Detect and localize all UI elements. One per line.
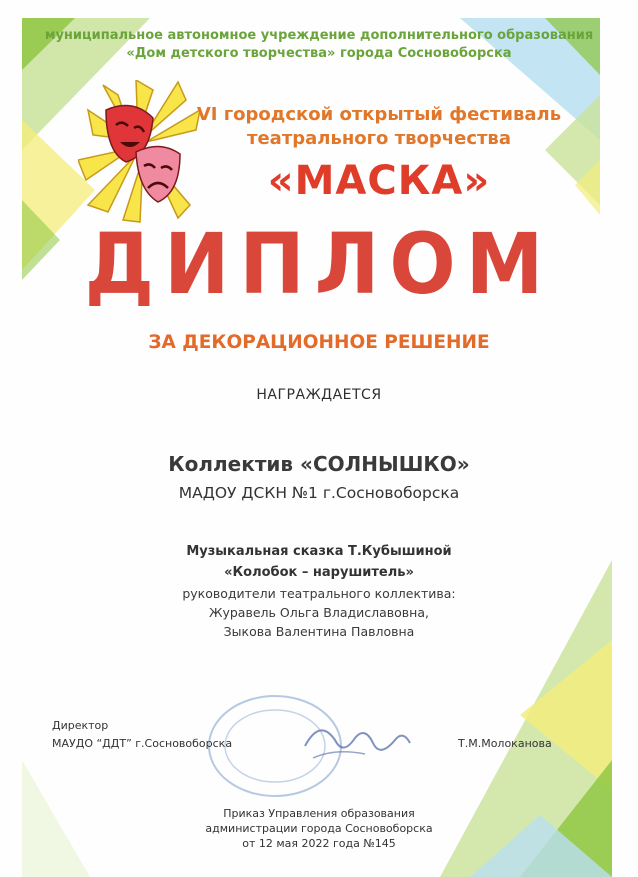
official-stamp-icon [205,688,415,798]
recipient-school: МАДОУ ДСКН №1 г.Сосновоборска [178,484,460,502]
festival-name: «МАСКА» [267,158,491,204]
signatory-organization: МАУДО “ДДТ” г.Сосновоборска [52,737,233,750]
order-line-2: администрации города Сосновоборска [205,822,433,835]
organization-line-1: муниципальное автономное учреждение дополнительного образования [44,28,594,43]
leader-1: Журавель Ольга Владиславовна, [209,605,429,620]
recipient-team: Коллектив «СОЛНЫШКО» [168,452,470,476]
leaders-label: руководители театрального коллектива: [182,586,456,601]
performance-author: Музыкальная сказка Т.Кубышиной [186,544,452,559]
signatory-name: Т.М.Молоканова [458,737,552,750]
organization-line-2: «Дом детского творчества» города Сосновоборска [126,46,512,61]
awarded-label: НАГРАЖДАЕТСЯ [256,387,382,403]
leader-2: Зыкова Валентина Павловна [223,624,415,639]
festival-title-line-2: театрального творчества [247,128,511,149]
nomination-title: ЗА ДЕКОРАЦИОННОЕ РЕШЕНИЕ [148,332,490,353]
diploma-title: ДИПЛОМ [84,216,554,314]
order-line-3: от 12 мая 2022 года №145 [242,837,396,850]
performance-title: «Колобок – нарушитель» [224,565,414,580]
order-line-1: Приказ Управления образования [223,807,415,820]
signatory-role: Директор [52,719,109,732]
festival-title-line-1: VI городской открытый фестиваль [196,104,562,125]
